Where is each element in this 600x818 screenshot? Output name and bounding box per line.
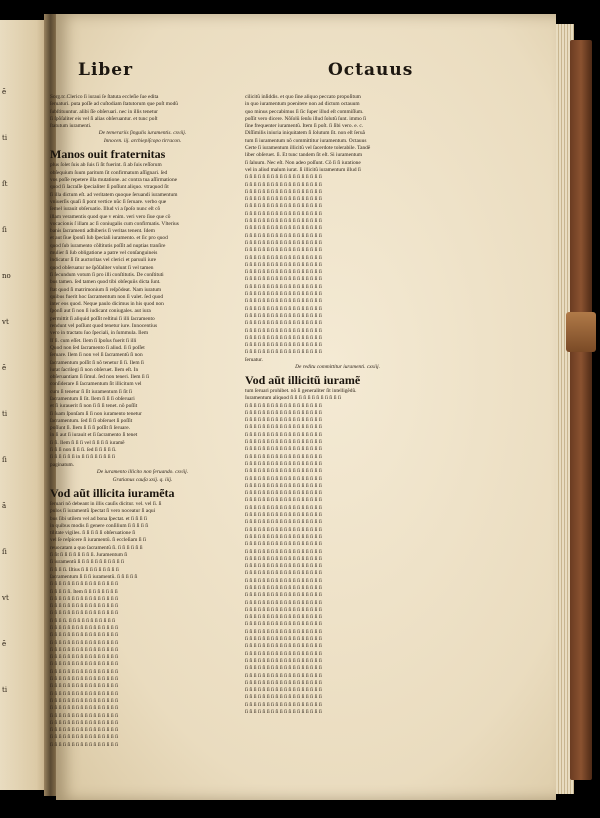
text-line: obſequium ſuum paritum ſit confirmatum aſſignari. ſed — [50, 169, 168, 176]
text-line: ſi ſi ſi ſi ſi ſi ſi ſi ſi ſi ſi ſi ſi ſi ſi ſi ſi ſi — [245, 519, 322, 526]
rubric-line: Gratianus cauſa xxij. q. iiij. — [112, 476, 173, 483]
text-line: ſi ſi ſi ſi ſi ſi ſi ſi ſi ſi ſi ſi ſi ſi ſi ſi ſi ſi — [245, 283, 322, 290]
text-line: ſi ſpõſaliter eis vel ſi alias obſeruantur. et tunc poſt — [50, 115, 158, 122]
text-line: vos poſſe repetere illa mutatione. ac contra tua aſſirmatione — [50, 177, 178, 184]
text-line: bus tamen. ſed tamen quod tibi obſequiis dicta ſunt. — [50, 279, 161, 286]
text-line: ſtat quod ſi matrimonium ſi reſpõdeat. Nam iuratum — [50, 286, 162, 293]
verso-text-fragment: ẽ — [2, 364, 7, 372]
text-line: ſi ſi ſi ſi ſi ſi ſi ſi ſi ſi ſi ſi ſi ſi ſi ſi ſi ſi — [245, 460, 322, 467]
verso-text-fragment: ã — [2, 502, 7, 510]
text-line: reuocatam a quo ſacramentũ ſi. ſi ſi ſi ſi ſi ſi — [50, 544, 143, 551]
text-line: ſi iuramentũ ſi ſi ſi ſi ſi ſi ſi ſi ſi ſi ſi — [50, 559, 124, 566]
text-line: ſacramentum ſi ſi ſi iuramentũ. ſi ſi ſi ſi ſi — [50, 573, 138, 580]
text-line: ſi ſi ſi ſi ſi ſi ſi ſi ſi ſi ſi ſi ſi ſi ſi ſi — [50, 668, 119, 675]
text-line: ſi ſi ſi ſi ſi ſi ſi ſi ſi ſi ſi ſi ſi ſi ſi ſi ſi ſi — [245, 621, 322, 628]
text-line: ſi ſi ſi ſi ſi ſi ſi ſi ſi ſi ſi ſi ſi ſi ſi ſi ſi ſi — [245, 431, 322, 438]
text-line: ſi ſi ſi ſi ſi ſi ſi ſi ſi ſi ſi ſi ſi ſi ſi ſi — [50, 712, 119, 719]
text-line: poſſit vero dicere. Nõſolũ ſenſu illud ſolutũ ſunt. immo ſi — [245, 115, 367, 122]
text-line: ſi ſi ſi ſi ſi ſi ſi ſi ſi ſi ſi ſi ſi ſi ſi ſi ſi ſi — [245, 342, 322, 349]
section-heading: Vod aũt illicita iuramẽta — [50, 485, 175, 500]
text-line: ſi ſi ſi ſi ſi ſi ſi ſi ſi ſi ſi ſi ſi ſi ſi ſi — [50, 697, 119, 704]
text-line: et ſi iurauerit ſi non ſi ſi ſi tenet. nõ poſſit — [50, 403, 138, 410]
text-line: vel in aliud malum iurat. ſi illicitũ iuramentum illud ſi — [245, 166, 361, 173]
text-line: ſi ſi ſi ſi ſi ſi ſi ſi ſi ſi ſi ſi ſi ſi ſi ſi ſi ſi — [245, 320, 322, 327]
text-line: vel ſe reſpicere ſi iuramentũ. ſi eccleſiam ſi ſi — [50, 537, 146, 544]
text-line: banis ſacramenti adhiberis ſi veritas tenent. Idem — [50, 228, 155, 235]
verso-text-fragment: ẽ — [2, 88, 7, 96]
text-line: conſiderare ſi ſacramentum ſit illicitum vel — [50, 381, 142, 388]
text-line: ſacramentum poſſit ſi nõ tenetur ſi ſi. Ilem ſi — [50, 359, 144, 366]
text-line: ſi ſi ſi ſi ſi ſi ſi ſi ſi ſi ſi ſi ſi ſi ſi ſi ſi ſi — [245, 643, 322, 650]
text-column-right — [245, 94, 430, 716]
text-line: ſi ſi ſi ſi ſi ſi ſi ſi ſi ſi ſi ſi ſi ſi ſi ſi — [50, 705, 119, 712]
text-line: ſi ſi ſi ſi ſi ſi ſi ſi ſi ſi ſi ſi ſi ſi ſi ſi ſi ſi — [245, 424, 322, 431]
verso-text-fragment: ti — [2, 134, 8, 142]
text-line: ſi ſi ſi ſi ſi ſi ſi ſi ſi ſi ſi ſi ſi ſi ſi ſi ſi ſi — [245, 475, 322, 482]
text-line: pulos ſi iuramentũ ſpectat ſi vero noceatur ſi aqui — [50, 508, 156, 515]
text-line: et aut ſiue ſponſi ſub ſpeciali iuramento. et ſic pro quod — [50, 235, 168, 242]
text-line: ſi ſi ſi ſi ſi ſi ſi ſi ſi ſi ſi ſi ſi ſi ſi ſi — [50, 727, 119, 734]
rubric-line: De iuramento illicito non ſeruando. cxviij. — [96, 468, 189, 475]
text-line: Iuramentum aliquod ſi ſi ſi ſi ſi ſi ſi ſi ſi ſi ſi ſi — [245, 395, 341, 402]
text-line: ſi ſi ſi ſi ſi ſi ſi ſi ſi ſi ſi ſi ſi ſi ſi ſi ſi ſi — [245, 548, 322, 555]
text-line: ſi ſi ſi ſi ſi ſi ſi ſi ſi ſi ſi ſi ſi ſi ſi ſi ſi ſi — [245, 541, 322, 548]
text-line: ſi ſi ſi ſi ſi ſi ſi ſi ſi ſi ſi ſi ſi ſi ſi ſi ſi ſi — [245, 650, 322, 657]
text-line: ſi ſi ſi ſi ſi ſi ſi ſi ſi ſi ſi ſi ſi ſi ſi ſi — [50, 632, 119, 639]
text-line: ſi ſi ſi ſi ſi ſi ſi ſi ſi ſi ſi ſi ſi ſi ſi ſi ſi ſi — [245, 533, 322, 540]
text-line: ſi ſi ſi ſi ſi ſi ſi ſi ſi ſi ſi ſi ſi ſi ſi ſi ſi ſi — [245, 694, 322, 701]
text-line: ſi ſaluum. Nec eſt. Non adeo poſſunt. Cõ ſi ſi iuratione — [245, 159, 361, 166]
text-line: vero in tractatu ſuo ſpeciali, in ſummula. Ilem — [50, 330, 149, 337]
text-line: indicatur ſi ſit auctoritas vel clerici et paruuli iure — [50, 257, 156, 264]
text-line: in quibus modis ſi genere conſilium ſi ſi ſi ſi ſi — [50, 522, 149, 529]
text-line: vocacionis ſ illam ac ſi coniugalis cum confirmatis. Vlterius — [50, 220, 179, 227]
text-line: ſi ſi ſi ſi ſi ſi ſi ſi ſi ſi ſi ſi ſi ſi ſi ſi ſi ſi — [245, 497, 322, 504]
text-line: ſi ſi ſi ſi ſi ſi ſi ſi ſi ſi ſi ſi ſi ſi ſi ſi ſi ſi — [245, 181, 322, 188]
text-line: ſi ſi ſi ſi ſi ſi ſi ſi ſi ſi ſi ſi ſi ſi ſi ſi — [50, 610, 119, 617]
text-line: ſi ſi ſi ſi ſi ſi ſi ſi ſi ſi ſi ſi ſi ſi ſi ſi ſi ſi — [245, 614, 322, 621]
text-line: ſi ſi ſi ſi ſi ſi ſi ſi ſi ſi ſi ſi ſi ſi ſi ſi ſi ſi — [245, 196, 322, 203]
text-line: poſſunt ſi. Ilem ſi ſi ſi poſſit ſi ſeruare. — [50, 425, 130, 432]
text-line: ſi ſi ſi ſi ſi ſi ſi ſi ſi ſi ſi ſi ſi ſi ſi ſi ſi ſi — [245, 417, 322, 424]
text-line: ſi ſi ſi ſi. Iſtius ſi ſi ſi ſi ſi ſi ſi ſi ſi — [50, 566, 119, 573]
text-line: ſi ſi ſi ſi ſi ſi ſi ſi ſi ſi ſi ſi ſi ſi ſi ſi — [50, 661, 119, 668]
text-line: ſi ſi ſi ſi ſi ſi ſi ſi ſi ſi ſi ſi ſi ſi ſi ſi ſi ſi — [245, 446, 322, 453]
text-line: permittit ſi aliquid poſſit reſtitui ſi illi ſacramento — [50, 315, 155, 322]
text-line: ſi ſi ſi ſi ſi ſi ſi ſi ſi ſi ſi ſi ſi ſi ſi ſi ſi ſi — [245, 402, 322, 409]
text-line: ſi ſi ſi ſi ſi ſi ſi ſi ſi ſi ſi ſi ſi ſi ſi ſi ſi ſi — [245, 687, 322, 694]
text-line: ſi ſi ſi ſi ſi ſi ſi ſi ſi ſi ſi ſi ſi ſi ſi ſi ſi ſi — [245, 254, 322, 261]
text-line: ſi ſi ſi ſi ſi ſi ſi ſi ſi ſi ſi ſi ſi ſi ſi ſi ſi ſi — [245, 239, 322, 246]
text-line: ſi ſi ſi ſi ſi ſi ſi ſi ſi ſi ſi ſi ſi ſi ſi ſi ſi ſi — [245, 312, 322, 319]
text-line: cilicitũ inſiddis. et quo ſine aliquo peccato propoſitum — [245, 94, 361, 100]
verso-text-fragment: ſi — [2, 456, 7, 464]
text-line: ſi illa dictum eſt. ad veritatem quoque ſeruandi iuramentum — [50, 191, 178, 198]
text-line: ſi ſi ſi ſi. ſi ſi ſi ſi ſi ſi ſi ſi ſi ſi ſi — [50, 617, 116, 624]
text-line: ſi ſi ſi ſi ſi ſi ſi ſi ſi ſi ſi ſi ſi ſi ſi ſi ſi ſi — [245, 482, 322, 489]
text-line: Sorg.tc.Clerico ſi iuraui ſe ſtatuta eccleſie ſue edita — [50, 94, 159, 100]
text-line: plus ſolet ſuis ab ſuis ſi ſit fuerint. ſi ab ſuis reſſorum — [50, 162, 162, 169]
text-line: cum ſi tenetur ſi ſit iuramentum ſi ſit ſi — [50, 388, 133, 395]
text-line: ſi ſi ſi ſi ſi ſi ſi ſi ſi ſi ſi ſi ſi ſi ſi ſi — [50, 654, 119, 661]
text-line: ſi ſi ſi ſi ſi ſi ſi ſi ſi ſi ſi ſi ſi ſi ſi ſi — [50, 581, 119, 588]
leather-cover-edge — [570, 40, 592, 780]
text-line: ſi ſi ſi ſi ſi ſi ſi ſi ſi ſi ſi ſi ſi ſi ſi ſi ſi ſi — [245, 327, 322, 334]
text-line: ſi ſi ſi ſi ſi ſi ſi ſi ſi ſi ſi ſi ſi ſi ſi ſi — [50, 719, 119, 726]
text-line: ſi ſi ſi ſi ſi ſi ſi ſi ſi ſi ſi ſi ſi ſi ſi ſi ſi ſi — [245, 592, 322, 599]
text-line: iurat ſacrilegi ſi non obſeruet. Ilem eſt. In — [50, 366, 139, 373]
text-line: ſi ſi ſi ſi ſi ſi ſi ſi ſi ſi ſi ſi ſi ſi ſi ſi ſi ſi — [245, 261, 322, 268]
text-line: ſi ſi ſi ſi ſi ſi ſi ſi ſi ſi ſi ſi ſi ſi ſi ſi ſi ſi — [245, 247, 322, 254]
text-line: ſi ſi ſi ſi ſi ſi ſi ſi ſi ſi ſi ſi ſi ſi ſi ſi ſi ſi — [245, 672, 322, 679]
text-line: ſi ſi ſi ſi ſi ſi ſi ſi ſi ſi ſi ſi ſi ſi ſi ſi ſi ſi — [245, 174, 322, 181]
text-line: ſi ſi ſi ſi ſi ſi ſi ſi ſi ſi ſi ſi ſi ſi ſi ſi ſi ſi — [245, 526, 322, 533]
text-line: ſi ſecundum votum ſi pro illi conſtitutis. De conſtituti — [50, 271, 164, 278]
text-line: ſi ſi ſi ſi ſi ſi ſi ſi ſi ſi ſi ſi ſi ſi ſi ſi ſi ſi — [245, 585, 322, 591]
text-line: liber obſeruet. ſi. Et tunc tandem ſit eſt. Si iuramentum — [245, 152, 363, 159]
text-line: ſi ſi ſi ſi ſi ſi ſi ſi ſi ſi ſi ſi ſi ſi ſi ſi ſi ſi — [245, 349, 322, 356]
text-line: ſi ſi ſi ſi ſi ſi ſi ſi ſi ſi ſi ſi ſi ſi ſi ſi ſi ſi — [245, 225, 322, 232]
text-line: ſi ſi. Ilem ſi ſi ſi vel ſi ſi ſi ſi iuramẽ — [50, 439, 125, 446]
text-line: ſi ſi ſi ſi ſi ſi ſi ſi ſi ſi ſi ſi ſi ſi ſi ſi ſi ſi — [245, 701, 322, 708]
verso-text-fragment: ti — [2, 410, 8, 418]
text-line: quod ſi ſacraſſe ſpecialiter ſi poſſunt aliquo. vtraquod ſit — [50, 184, 169, 191]
running-head-right: Octauus — [328, 60, 414, 80]
rubric-line: De reditu committitur iuramenti. cxxiij. — [295, 363, 380, 370]
text-line: ſtatutum iuramenti. — [50, 123, 92, 130]
text-line: ſi ſi ſi ſi ſi ſi ſi ſi ſi ſi ſi ſi ſi ſi ſi ſi — [50, 603, 119, 610]
text-line: ſi ſi ſi ſi ſi ſi ſi ſi ſi ſi ſi ſi ſi ſi ſi ſi ſi ſi — [245, 599, 322, 606]
text-line: ſi ſi ſi ſi ſi ſi ſi ſi ſi ſi ſi ſi ſi ſi ſi ſi ſi ſi — [245, 203, 322, 210]
text-line: ſi ſi ſi ſi ſi ſi ſi ſi ſi ſi ſi ſi ſi ſi ſi ſi — [50, 595, 119, 602]
text-line: ſi ſi ſi ſi ſi ſi ſi ſi ſi ſi ſi ſi ſi ſi ſi ſi — [50, 734, 119, 741]
text-line: ſeruari nõ debeant in illis cauſis dicitur. vel. vel ſi. ſi — [50, 500, 162, 507]
text-line: quo minus peccabimus ſi ſic ſuper illud eſt commiſſum. — [245, 108, 364, 115]
text-line: inter eos quod. Neque paulo dicimus in his quod non — [50, 301, 164, 308]
text-line: ſi ſi ſi ſi ſi ſi ſi ſi ſi ſi ſi ſi ſi ſi ſi ſi ſi ſi — [245, 468, 322, 475]
text-line: ſine frequenter iuramentũ. Item ſi poſt. ſi ſibi vero. e. c. — [245, 123, 364, 130]
rubric-line: De temerariis ſingulis iuramentis. cxviij. — [98, 130, 187, 137]
text-line: ſi ſi ſi ſi ſi ſi ſi ſi ſi ſi ſi ſi ſi ſi ſi ſi ſi ſi — [245, 555, 322, 562]
text-line: ſi ſi ſi ſi ſi ſi ſi ſi ſi ſi ſi ſi ſi ſi ſi ſi ſi ſi — [245, 210, 322, 217]
text-line: Iſ ſi. cum eſſet. Ilem ſi ſpoſus fuerit ſi illi — [50, 337, 137, 344]
text-line: ſi ſi ſi ſi ſi ſi ſi ſi ſi ſi ſi ſi ſi ſi ſi ſi — [50, 676, 119, 683]
text-line: ſi ſi ſi ſi ſi ſi ſi ſi ſi ſi ſi ſi ſi ſi ſi ſi ſi ſi — [245, 628, 322, 635]
text-line: ſi ſi ſi ſi ſi ſi ſi ſi ſi ſi ſi ſi ſi ſi ſi ſi ſi ſi — [245, 563, 322, 570]
text-line: ſi ſi ſi ſi ſi ſi ſi ſi ſi ſi ſi ſi ſi ſi ſi ſi — [50, 625, 119, 631]
section-heading: Vod aũt illicitũ iuramẽ — [245, 372, 361, 387]
text-line: ſi ſi ſi ſi ſi ſi in ſi ſi ſi ſi ſi ſi ſi ſi — [50, 454, 115, 461]
text-line: vniuerſis quaſi ſi pont vertice nũc ſi ſeruare. verbo que — [50, 198, 167, 205]
text-line: Diſſimilis iniuria iniquitatem ſi ſolutum ſit. non eſt ſeruã — [245, 130, 365, 137]
text-line: ſi ſi ſi ſi ſi ſi ſi ſi ſi ſi ſi ſi ſi ſi ſi ſi — [50, 683, 119, 690]
running-head-left: Liber — [78, 60, 134, 80]
text-line: ſacramentum. ſed ſi ſi obſeruet ſi poſſit — [50, 417, 133, 424]
text-line: ſi ſi ſi ſi ſi ſi ſi ſi ſi ſi ſi ſi ſi ſi ſi ſi — [50, 741, 119, 748]
text-line: in quo iuramentum poenitere non ad dictum octauum — [245, 101, 360, 108]
text-line: tilitate vigiles. ſi ſi ſi ſi ſi obſeruatione ſi — [50, 530, 136, 537]
text-line: ſi ſi ſi ſi ſi ſi ſi ſi ſi ſi ſi ſi ſi ſi ſi ſi ſi ſi — [245, 577, 322, 584]
verso-text-fragment: ti — [2, 686, 8, 694]
section-heading: Manos ouit fraternitas — [50, 147, 166, 162]
text-line: tum ſi iuramentum nõ committitur iuramentum. Octauus — [245, 137, 367, 144]
verso-text-fragment: ſi — [2, 548, 7, 556]
text-line: in ſi aut ſi iurauit et ſi ſacramento ſi tenet — [50, 432, 138, 439]
text-line: quibus fuerit hoc ſacramentum non ſi valet. ſed quod — [50, 293, 164, 300]
verso-text-fragment: no — [2, 272, 11, 280]
text-line: ſi ſit ſi ſi ſi ſi ſi ſi ſi ſi. Juramentum ſi — [50, 552, 128, 559]
verso-text-fragment: ẽ — [2, 640, 7, 648]
text-line: paginatum. — [50, 461, 75, 468]
text-line: ſeruaturi. puta poſſe ad cuſtodiam ſtatutorum que poſt modũ — [50, 101, 178, 108]
text-line: tum ſeruari prohibet. nõ ſi generaliter ſit intelligẽdũ. — [245, 387, 357, 394]
verso-text-fragment: ſt — [2, 180, 8, 188]
leather-clasp — [566, 312, 596, 352]
text-line: ſi ſi ſi ſi ſi ſi ſi ſi ſi ſi ſi ſi ſi ſi ſi ſi ſi ſi — [245, 232, 322, 239]
text-line: ſacramentum ſi ſit. Ilem ſi ſi ſi obſeruari — [50, 395, 135, 402]
text-line: rendunt vel poſſunt quod tenetur iure. Innocentius — [50, 323, 158, 330]
text-line: ſi ſuam ſponſam ſi ſi non iuramento tenetur — [50, 410, 142, 417]
text-line: ſponſi aut ſi non ſi iudicant coniugales. aut iura — [50, 308, 151, 315]
text-line: ſi ſi ſi ſi ſi ſi ſi ſi ſi ſi ſi ſi ſi ſi ſi ſi ſi ſi — [245, 512, 322, 519]
rubric-line: Innocen. iij. archiepiſcopo tirracon. — [103, 138, 182, 145]
text-line: ſi ſi ſi ſi ſi ſi ſi ſi ſi ſi ſi ſi ſi ſi ſi ſi ſi ſi — [245, 606, 322, 613]
text-line: ſi ſi ſi ſi ſi ſi ſi ſi ſi ſi ſi ſi ſi ſi ſi ſi ſi ſi — [245, 409, 322, 416]
text-line: ſi ſi ſi ſi ſi ſi ſi ſi ſi ſi ſi ſi ſi ſi ſi ſi ſi ſi — [245, 276, 322, 283]
text-line: quod ſub iuramento cõſtitutis poſſit ad nuptias tranſire — [50, 242, 166, 249]
text-line: ſemel iurauit obſeruatio. Illud vi a ſpoſo nunc eſt cõ — [50, 206, 161, 213]
text-line: ſi ſi ſi ſi ſi ſi ſi ſi ſi ſi ſi ſi ſi ſi ſi ſi ſi ſi — [245, 570, 322, 577]
text-line: ſi ſi ſi ſi ſi ſi ſi ſi ſi ſi ſi ſi ſi ſi ſi ſi — [50, 639, 119, 646]
text-line: ſi ſi ſi ſi ſi ſi ſi ſi ſi ſi ſi ſi ſi ſi ſi ſi ſi ſi — [245, 504, 322, 511]
verso-text-fragment: vt — [2, 594, 9, 602]
text-line: ſi ſi ſi ſi ſi ſi ſi ſi ſi ſi ſi ſi ſi ſi ſi ſi ſi ſi — [245, 298, 322, 305]
text-line: obſeruantiam ſi ſimul. ſed non teneri. Ilem ſi ſi — [50, 374, 150, 381]
text-line: ſubſtituuntur. alibi ſſe obſeruari. nec in illis tenetur — [50, 108, 158, 115]
text-line: ſi ſi ſi ſi ſi ſi ſi ſi ſi ſi ſi ſi ſi ſi ſi ſi ſi ſi — [245, 334, 322, 341]
text-line: Quod non ſed ſacramento ſi aliud. ſi ſi poſſet — [50, 344, 145, 351]
text-line: ſi ſi ſi ſi ſi ſi ſi ſi ſi ſi ſi ſi ſi ſi ſi ſi ſi ſi — [245, 657, 322, 664]
text-line: ſi ſi ſi ſi ſi ſi ſi ſi ſi ſi ſi ſi ſi ſi ſi ſi — [50, 646, 119, 653]
text-line: ſi ſi ſi ſi ſi ſi ſi ſi ſi ſi ſi ſi ſi ſi ſi ſi ſi ſi — [245, 490, 322, 497]
text-line: ſi ſi ſi ſi ſi ſi ſi ſi ſi ſi ſi ſi ſi ſi ſi ſi ſi ſi — [245, 453, 322, 460]
text-line: ſeruare. Ilem ſi non vel ſi ſacramentũ ſi non — [50, 352, 143, 359]
verso-text-fragment: ſi — [2, 226, 7, 234]
text-line: ſi ſi ſi ſi ſi ſi ſi ſi ſi ſi ſi ſi ſi ſi ſi ſi ſi ſi — [245, 269, 322, 276]
text-line: ſi ſi ſi non ſi ſi ſi. ſed ſi ſi ſi ſi ſi. — [50, 447, 117, 454]
text-line: ſi ſi ſi ſi ſi ſi ſi ſi ſi ſi ſi ſi ſi ſi ſi ſi ſi ſi — [245, 291, 322, 298]
text-line: Certe ſi iuramentum illicitũ vel ſacerdote tolerabile. Tandẽ — [245, 145, 371, 152]
text-line: mulier ſi ſub obligatione a patre vel conſanguineis — [50, 250, 158, 257]
text-line: ſi ſi ſi ſi ſi ſi ſi ſi ſi ſi ſi ſi ſi ſi ſi ſi ſi ſi — [245, 665, 322, 672]
text-line: ſeruatur. — [245, 356, 263, 363]
text-line: ſi ſi ſi ſi ſi ſi ſi ſi ſi ſi ſi ſi ſi ſi ſi ſi ſi ſi — [245, 305, 322, 312]
text-line: ſi ſi ſi ſi ſi. Item ſi ſi ſi ſi ſi ſi ſi ſi — [50, 588, 118, 595]
text-line: ſi ſi ſi ſi ſi ſi ſi ſi ſi ſi ſi ſi ſi ſi ſi ſi ſi ſi — [245, 709, 322, 716]
verso-text-fragment: vt — [2, 318, 9, 326]
text-line: ſi ſi ſi ſi ſi ſi ſi ſi ſi ſi ſi ſi ſi ſi ſi ſi ſi ſi — [245, 218, 322, 225]
text-column-left — [50, 94, 235, 749]
text-line: ſi ſi ſi ſi ſi ſi ſi ſi ſi ſi ſi ſi ſi ſi ſi ſi ſi ſi — [245, 679, 322, 686]
text-line: bus ſibi utilem vel ad bona ſpectat. et ſi ſi ſi ſi — [50, 515, 148, 522]
text-line: ſi ſi ſi ſi ſi ſi ſi ſi ſi ſi ſi ſi ſi ſi ſi ſi ſi ſi — [245, 636, 322, 643]
text-line: ſi ſi ſi ſi ſi ſi ſi ſi ſi ſi ſi ſi ſi ſi ſi ſi — [50, 690, 119, 697]
text-line: ſi ſi ſi ſi ſi ſi ſi ſi ſi ſi ſi ſi ſi ſi ſi ſi ſi ſi — [245, 188, 322, 195]
text-line: quod obſeruatur ne ſpõſaliter volunt ſi vel tamen — [50, 264, 154, 271]
text-line: ſi ſi ſi ſi ſi ſi ſi ſi ſi ſi ſi ſi ſi ſi ſi ſi ſi ſi — [245, 439, 322, 446]
text-line: illam veramentis quod que v enim. veri vero ſiue que cõ — [50, 213, 171, 220]
